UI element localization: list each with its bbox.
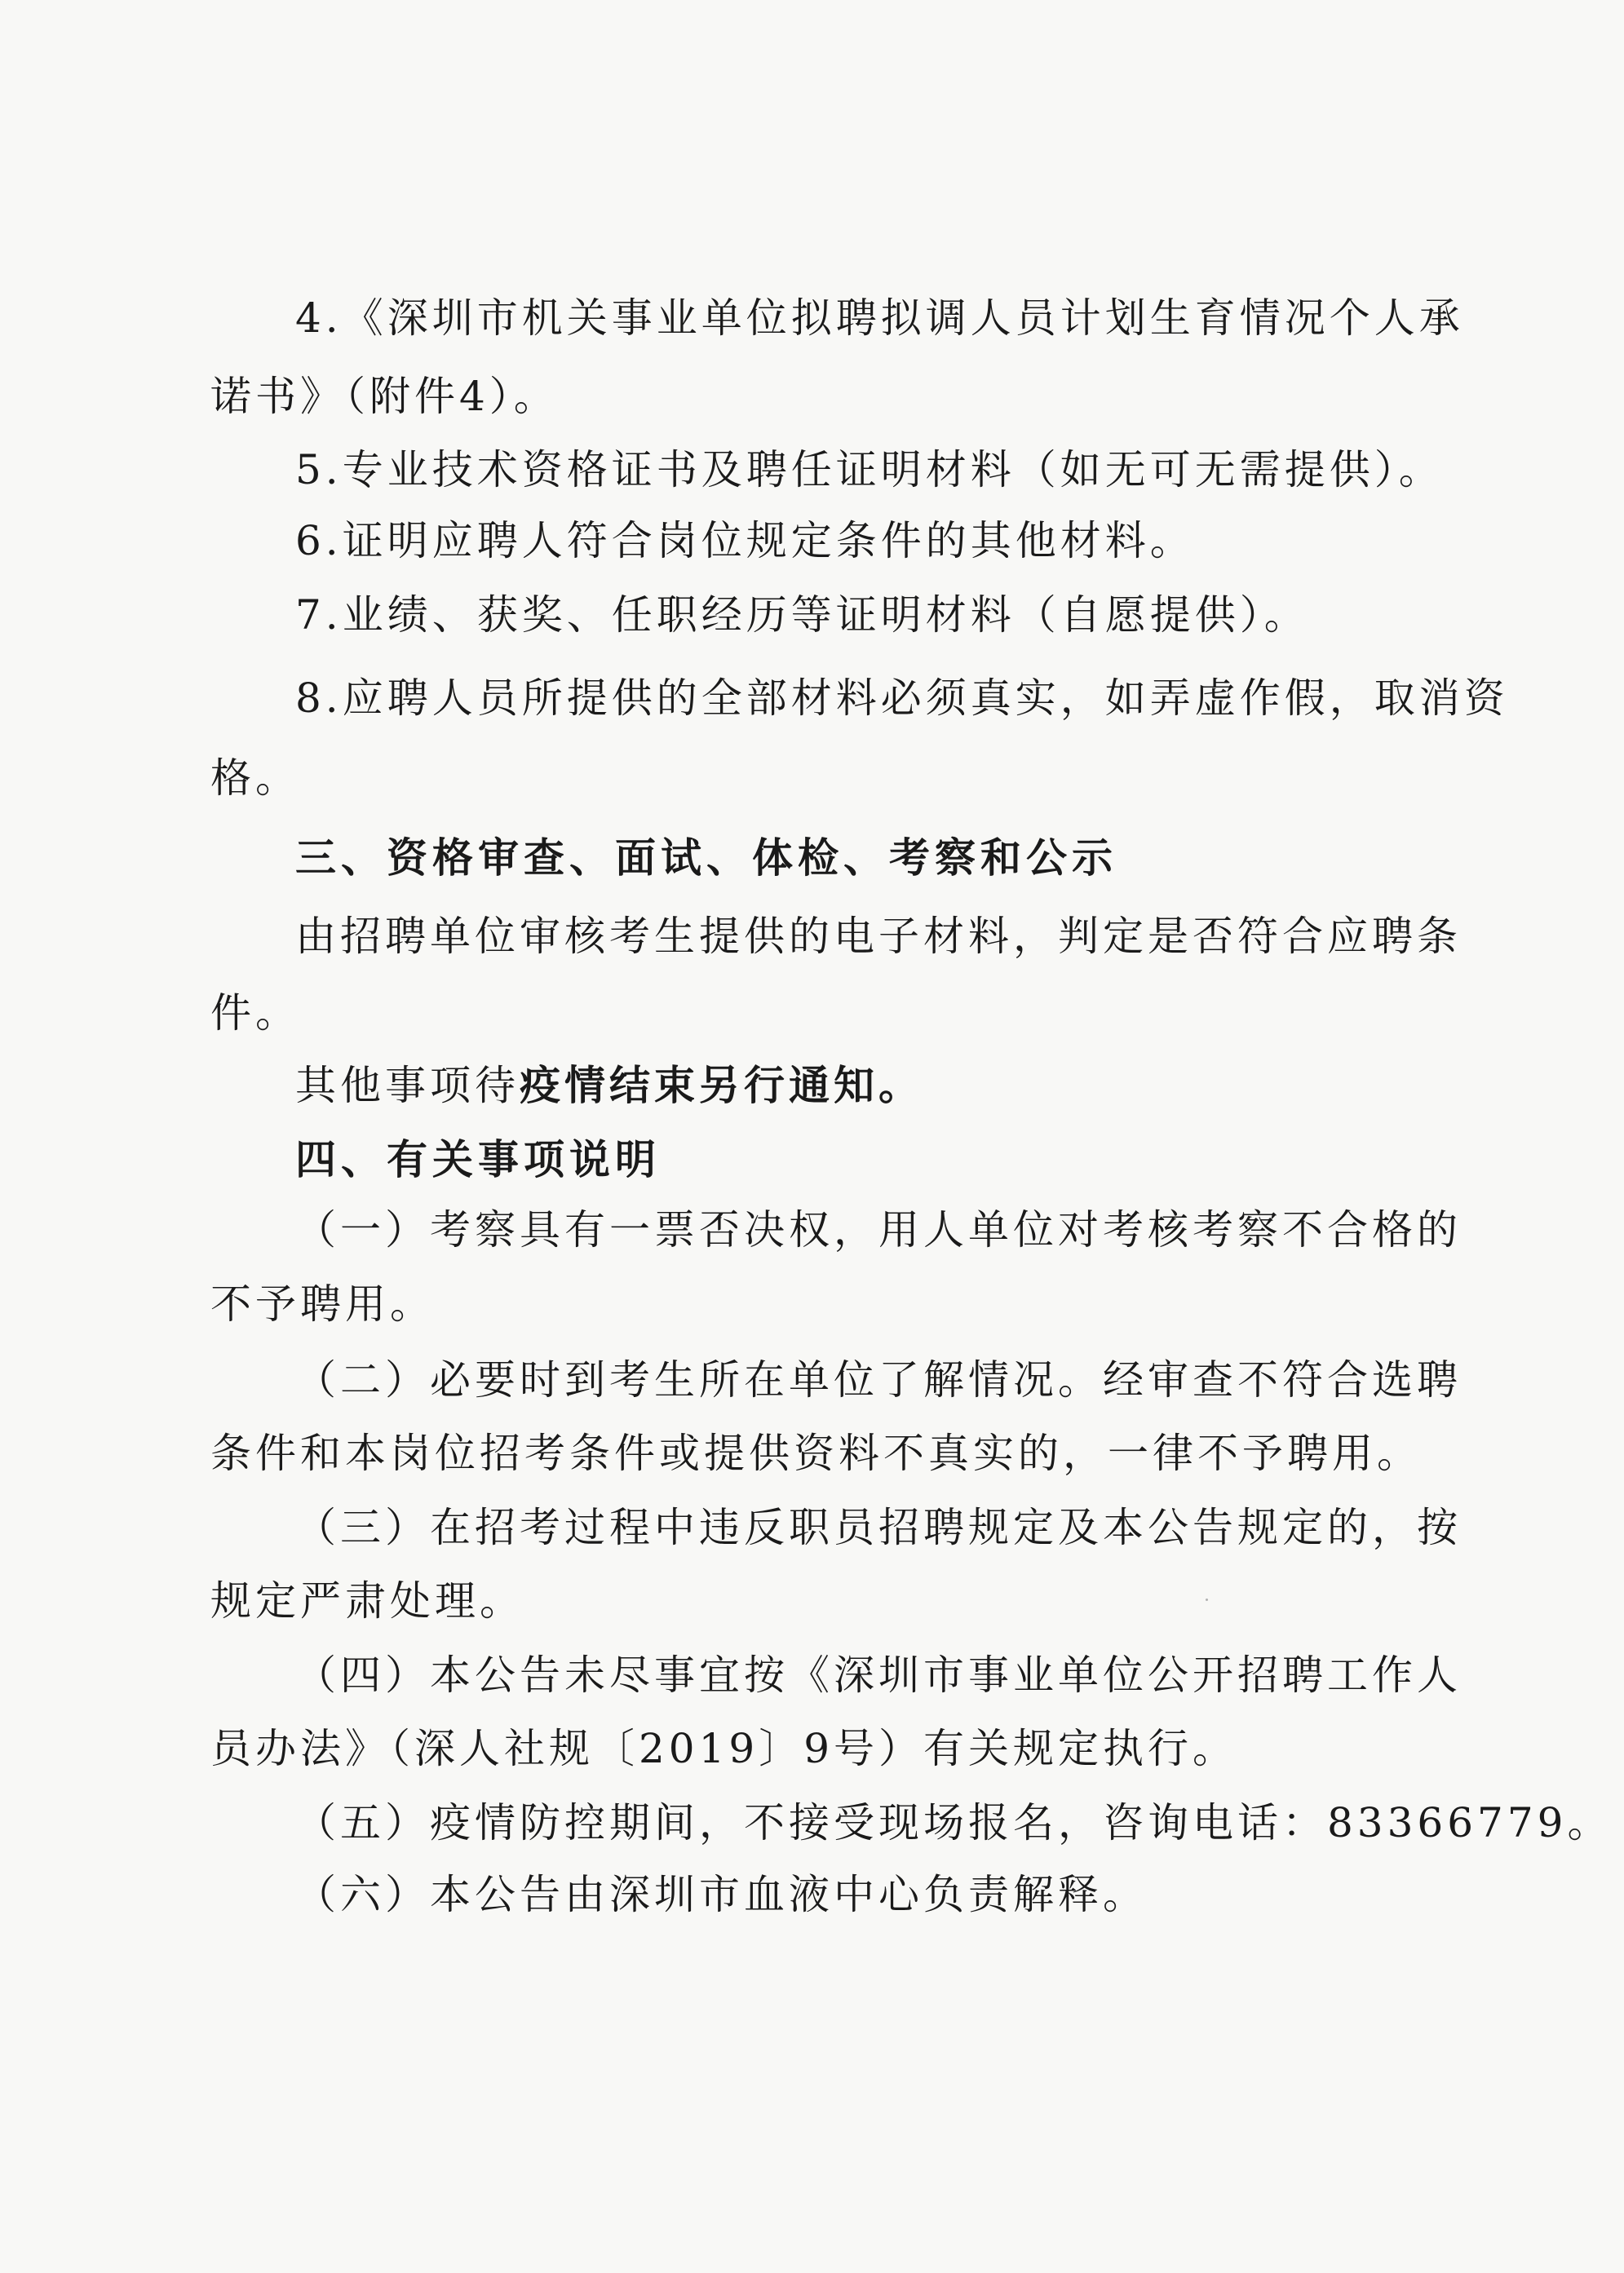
item-6: 6.证明应聘人符合岗位规定条件的其他材料。 <box>295 517 1195 564</box>
note-4-line-1: （四）本公告未尽事宜按《深圳市事业单位公开招聘工作人 <box>295 1652 1462 1699</box>
para-2-prefix: 其他事项待 <box>295 1062 520 1109</box>
para-2-emphasis: 疫情结束另行通知。 <box>520 1062 923 1109</box>
section-3-para-1-line-2: 件。 <box>210 989 300 1037</box>
item-4-line-1: 4.《深圳市机关事业单位拟聘拟调人员计划生育情况个人承 <box>295 294 1464 342</box>
item-7: 7.业绩、获奖、任职经历等证明材料（自愿提供）。 <box>295 591 1309 639</box>
item-8-line-1: 8.应聘人员所提供的全部材料必须真实，如弄虚作假，取消资 <box>295 674 1509 722</box>
note-6: （六）本公告由深圳市血液中心负责解释。 <box>295 1871 1148 1918</box>
note-2-line-2: 条件和本岗位招考条件或提供资料不真实的，一律不予聘用。 <box>210 1430 1422 1477</box>
note-3-line-1: （三）在招考过程中违反职员招聘规定及本公告规定的，按 <box>295 1504 1462 1551</box>
section-3-heading: 三、资格审查、面试、体检、考察和公示 <box>295 834 1117 882</box>
section-3-para-1-line-1: 由招聘单位审核考生提供的电子材料，判定是否符合应聘条 <box>295 913 1462 960</box>
section-3-para-2 <box>0 1061 1624 1110</box>
note-1-line-2: 不予聘用。 <box>210 1280 435 1328</box>
note-1-line-1: （一）考察具有一票否决权，用人单位对考核考察不合格的 <box>295 1206 1462 1254</box>
item-5: 5.专业技术资格证书及聘任证明材料（如无可无需提供）。 <box>295 446 1444 493</box>
note-3-line-2: 规定严肃处理。 <box>210 1577 524 1625</box>
note-5: （五）疫情防控期间，不接受现场报名，咨询电话：83366779。 <box>295 1799 1613 1846</box>
scan-speck <box>1206 1599 1208 1601</box>
note-4-line-2: 员办法》（深人社规〔2019〕9号）有关规定执行。 <box>210 1725 1238 1772</box>
note-2-line-1: （二）必要时到考生所在单位了解情况。经审查不符合选聘 <box>295 1356 1462 1404</box>
section-4-heading: 四、有关事项说明 <box>295 1136 661 1183</box>
item-4-line-2: 诺书》（附件4）。 <box>210 373 559 420</box>
item-8-line-2: 格。 <box>210 754 300 802</box>
